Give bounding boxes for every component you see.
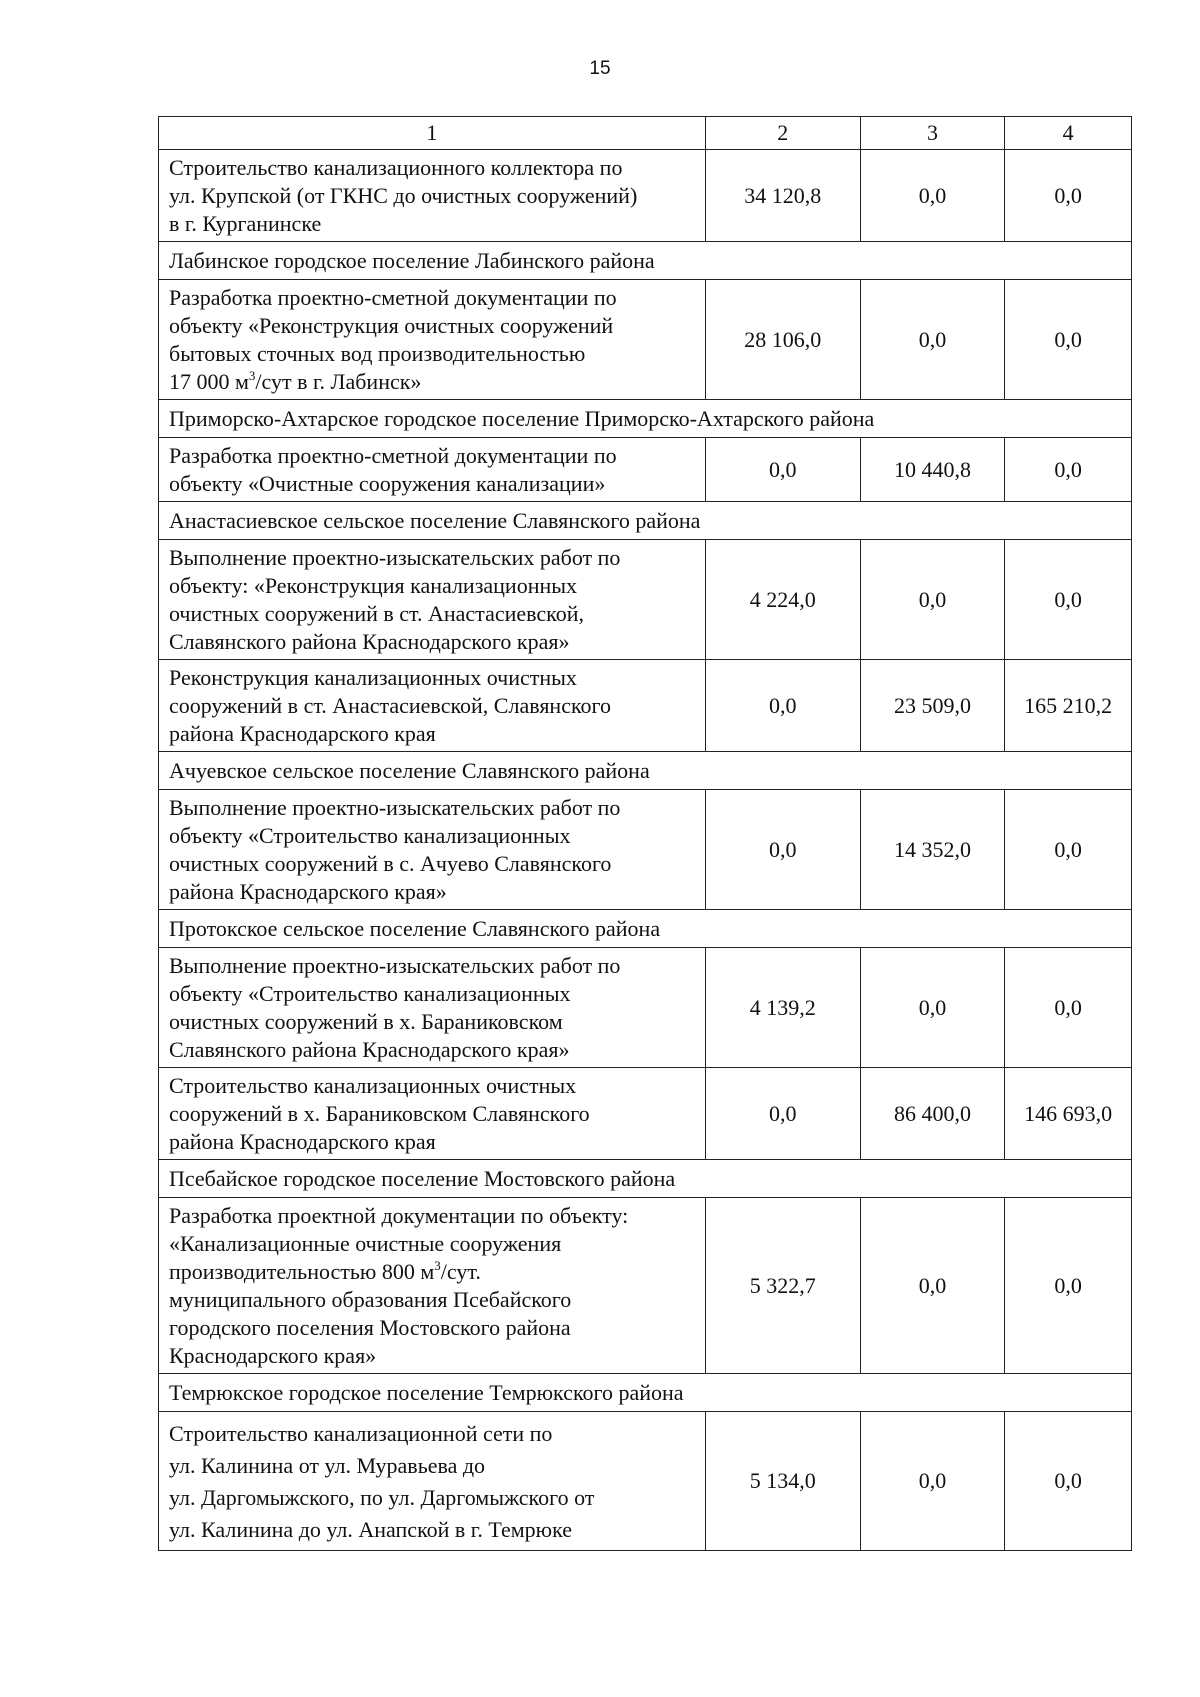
- table-row: [159, 660, 1132, 752]
- description-line: в г. Курганинске: [169, 211, 322, 236]
- section-row: [159, 1160, 1132, 1198]
- amount-col-4-cell: 146 693,0: [1005, 1068, 1132, 1160]
- column-number-cell: 3: [860, 117, 1004, 150]
- description-line: Славянского района Краснодарского края»: [169, 629, 570, 654]
- amount-col-3-cell: 0,0: [860, 280, 1004, 400]
- description-line: очистных сооружений в ст. Анастасиевской,: [169, 601, 585, 626]
- description-line: района Краснодарского края: [169, 1129, 436, 1154]
- table-row: [159, 1412, 1132, 1551]
- column-number-cell: 1: [159, 117, 706, 150]
- amount-col-3-cell: 0,0: [860, 1198, 1004, 1374]
- line-part: 17 000 м: [169, 369, 249, 394]
- description-cell: [159, 1068, 706, 1160]
- description-line: очистных сооружений в с. Ачуево Славянского: [169, 851, 612, 876]
- amount-col-2-cell: 4 224,0: [705, 540, 860, 660]
- settlement-heading: Лабинское городское поселение Лабинского района: [159, 242, 1132, 280]
- table-row: [159, 438, 1132, 502]
- description-line: бытовых сточных вод производительностью: [169, 341, 586, 366]
- description-line: Славянского района Краснодарского края»: [169, 1037, 570, 1062]
- column-number-row: [159, 117, 1132, 150]
- description-cell: [159, 150, 706, 242]
- table-row: [159, 948, 1132, 1068]
- description-line: объекту «Строительство канализационных: [169, 823, 571, 848]
- description-line: Выполнение проектно-изыскательских работ по: [169, 953, 621, 978]
- description-line: Выполнение проектно-изыскательских работ по: [169, 795, 621, 820]
- description-line: Разработка проектно-сметной документации по: [169, 443, 617, 468]
- description-line: ул. Крупской (от ГКНС до очистных сооружений): [169, 183, 638, 208]
- section-row: [159, 1374, 1132, 1412]
- description-line: [169, 1258, 697, 1286]
- amount-col-3-cell: 0,0: [860, 150, 1004, 242]
- amount-col-3-cell: 0,0: [860, 948, 1004, 1068]
- description-line: сооружений в ст. Анастасиевской, Славянского: [169, 693, 612, 718]
- description-line: района Краснодарского края»: [169, 879, 447, 904]
- superscript: 3: [248, 368, 256, 383]
- description-cell: [159, 540, 706, 660]
- settlement-heading: Ачуевское сельское поселение Славянского района: [159, 752, 1132, 790]
- description-line: Разработка проектно-сметной документации по: [169, 285, 617, 310]
- table-row: [159, 790, 1132, 910]
- description-cell: [159, 790, 706, 910]
- description-line: муниципального образования Псебайского: [169, 1287, 572, 1312]
- amount-col-2-cell: 34 120,8: [705, 150, 860, 242]
- amount-col-4-cell: 0,0: [1005, 1412, 1132, 1551]
- description-cell: [159, 438, 706, 502]
- section-row: [159, 910, 1132, 948]
- settlement-heading: Анастасиевское сельское поселение Славянского района: [159, 502, 1132, 540]
- settlement-heading: Приморско-Ахтарское городское поселение Приморско-Ахтарского района: [159, 400, 1132, 438]
- description-line: Реконструкция канализационных очистных: [169, 665, 577, 690]
- description-cell: [159, 1412, 706, 1551]
- description-line: Строительство канализационного коллектора по: [169, 155, 623, 180]
- table-row: [159, 1068, 1132, 1160]
- amount-col-2-cell: 28 106,0: [705, 280, 860, 400]
- description-line: Разработка проектной документации по объекту:: [169, 1203, 629, 1228]
- amount-col-4-cell: 0,0: [1005, 948, 1132, 1068]
- funding-table: [158, 116, 1132, 1551]
- description-line: объекту «Реконструкция очистных сооружений: [169, 313, 614, 338]
- amount-col-3-cell: 23 509,0: [860, 660, 1004, 752]
- description-line: городского поселения Мостовского района: [169, 1315, 571, 1340]
- page-number: 15: [589, 58, 611, 79]
- column-number-cell: 4: [1005, 117, 1132, 150]
- settlement-heading: Псебайское городское поселение Мостовского района: [159, 1160, 1132, 1198]
- table-row: [159, 150, 1132, 242]
- description-line: Выполнение проектно-изыскательских работ по: [169, 545, 621, 570]
- superscript: 3: [434, 1258, 441, 1273]
- line-part: /сут в г. Лабинск»: [255, 369, 422, 394]
- amount-col-2-cell: 0,0: [705, 1068, 860, 1160]
- description-cell: [159, 1198, 706, 1374]
- description-line: района Краснодарского края: [169, 721, 436, 746]
- description-line: объекту: «Реконструкция канализационных: [169, 573, 578, 598]
- section-row: [159, 242, 1132, 280]
- section-row: [159, 752, 1132, 790]
- amount-col-3-cell: 10 440,8: [860, 438, 1004, 502]
- amount-col-4-cell: 0,0: [1005, 790, 1132, 910]
- table-row: [159, 540, 1132, 660]
- amount-col-4-cell: 0,0: [1005, 540, 1132, 660]
- amount-col-2-cell: 0,0: [705, 790, 860, 910]
- description-line: ул. Калинина до ул. Анапской в г. Темрюке: [169, 1517, 572, 1542]
- amount-col-3-cell: 86 400,0: [860, 1068, 1004, 1160]
- amount-col-2-cell: 5 322,7: [705, 1198, 860, 1374]
- description-line: объекту «Очистные сооружения канализации»: [169, 471, 606, 496]
- amount-col-2-cell: 0,0: [705, 660, 860, 752]
- amount-col-2-cell: 5 134,0: [705, 1412, 860, 1551]
- description-line: очистных сооружений в х. Бараниковском: [169, 1009, 563, 1034]
- table-row: [159, 1198, 1132, 1374]
- amount-col-3-cell: 0,0: [860, 1412, 1004, 1551]
- description-line: объекту «Строительство канализационных: [169, 981, 571, 1006]
- description-cell: [159, 280, 706, 400]
- description-line: Строительство канализационной сети по: [169, 1421, 553, 1446]
- description-cell: [159, 948, 706, 1068]
- amount-col-4-cell: 0,0: [1005, 438, 1132, 502]
- settlement-heading: Темрюкское городское поселение Темрюкского района: [159, 1374, 1132, 1412]
- settlement-heading: Протокское сельское поселение Славянского района: [159, 910, 1132, 948]
- description-line: сооружений в х. Бараниковском Славянского: [169, 1101, 590, 1126]
- amount-col-4-cell: 0,0: [1005, 280, 1132, 400]
- description-line: [169, 368, 697, 396]
- description-cell: [159, 660, 706, 752]
- amount-col-4-cell: 0,0: [1005, 150, 1132, 242]
- amount-col-2-cell: 0,0: [705, 438, 860, 502]
- section-row: [159, 502, 1132, 540]
- line-part: производительностью 800 м: [169, 1259, 435, 1284]
- column-number-cell: 2: [705, 117, 860, 150]
- amount-col-3-cell: 14 352,0: [860, 790, 1004, 910]
- table-row: [159, 280, 1132, 400]
- description-line: «Канализационные очистные сооружения: [169, 1231, 562, 1256]
- amount-col-4-cell: 0,0: [1005, 1198, 1132, 1374]
- line-part: /сут.: [440, 1259, 481, 1284]
- description-line: Строительство канализационных очистных: [169, 1073, 577, 1098]
- description-line: Краснодарского края»: [169, 1343, 377, 1368]
- amount-col-2-cell: 4 139,2: [705, 948, 860, 1068]
- amount-col-4-cell: 165 210,2: [1005, 660, 1132, 752]
- description-line: ул. Даргомыжского, по ул. Даргомыжского от: [169, 1485, 595, 1510]
- description-line: ул. Калинина от ул. Муравьева до: [169, 1453, 486, 1478]
- section-row: [159, 400, 1132, 438]
- amount-col-3-cell: 0,0: [860, 540, 1004, 660]
